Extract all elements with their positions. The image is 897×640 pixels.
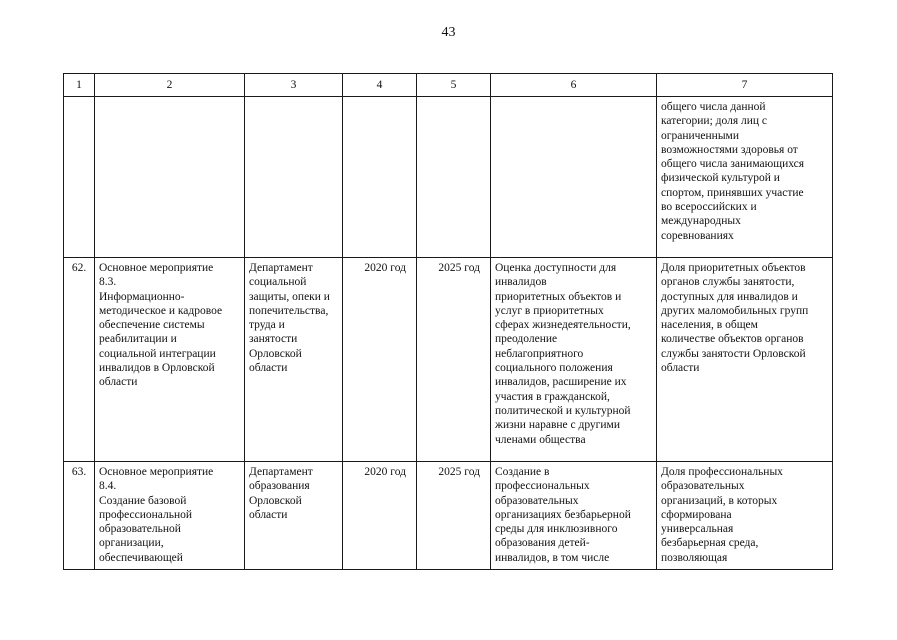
- event-text: Основное мероприятие 8.4. Создание базовой профессиональной образовательной организации, обеспечивающей: [99, 466, 214, 564]
- table-cell: [64, 97, 95, 258]
- table-cell: [95, 97, 245, 258]
- table-row: [64, 258, 833, 462]
- column-header-3: 3: [245, 74, 343, 97]
- result-cell: [491, 258, 657, 462]
- indicator-text: Доля приоритетных объектов органов службы занятости, доступных для инвалидов и других маломобильных групп населения, в общем количестве объектов органов службы занятости Орловской области: [661, 262, 809, 375]
- event-text: Основное мероприятие 8.3. Информационно- методическое и кадровое обеспечение системы реабилитации и социальной интеграции инвалидов в Орловской области: [99, 262, 223, 389]
- end-year: 2025 год: [417, 462, 491, 570]
- table-cell: [343, 97, 417, 258]
- table-cell: [417, 97, 491, 258]
- indicator-cell: [657, 258, 833, 462]
- indicator-text: Доля профессиональных образовательных организаций, в которых сформирована универсальная безбарьерная среда, позволяющая: [661, 466, 783, 564]
- table-cell: [491, 97, 657, 258]
- column-header-4: 4: [343, 74, 417, 97]
- executor-text: Департамент образования Орловской области: [249, 466, 313, 521]
- table-cell: [245, 97, 343, 258]
- column-header-5: 5: [417, 74, 491, 97]
- event-cell: [95, 462, 245, 570]
- page-number: 43: [441, 25, 456, 40]
- column-header-1: 1: [64, 74, 95, 97]
- indicator-cell: [657, 97, 833, 258]
- start-year: 2020 год: [343, 462, 417, 570]
- result-text: Создание в профессиональных образовательных организациях безбарьерной среды для инклюзивного образования детей- инвалидов, в том числе: [495, 466, 631, 564]
- indicator-cell: [657, 462, 833, 570]
- executor-text: Департамент социальной защиты, опеки и попечительства, труда и занятости Орловской области: [249, 262, 330, 375]
- table-row-continuation: [64, 97, 833, 258]
- column-header-2: 2: [95, 74, 245, 97]
- executor-cell: [245, 462, 343, 570]
- result-cell: [491, 462, 657, 570]
- column-header-7: 7: [657, 74, 833, 97]
- result-text: Оценка доступности для инвалидов приоритетных объектов и услуг в приоритетных сферах жизнедеятельности, преодоление неблагоприятного социального положения инвалидов, расширение их участия в гражданской, политической и культурной жизни наравне с другими членами общества: [495, 262, 631, 446]
- start-year: 2020 год: [343, 258, 417, 462]
- row-number: 63.: [64, 462, 95, 570]
- header-row: [64, 74, 833, 97]
- table-row: [64, 462, 833, 570]
- program-table: [63, 73, 833, 570]
- indicator-text: общего числа данной категории; доля лиц с ограниченными возможностями здоровья от общего числа занимающихся физической культурой и спортом, принявших участие во всероссийских и международных соревнованиях: [661, 101, 805, 242]
- end-year: 2025 год: [417, 258, 491, 462]
- row-number: 62.: [64, 258, 95, 462]
- event-cell: [95, 258, 245, 462]
- column-header-6: 6: [491, 74, 657, 97]
- executor-cell: [245, 258, 343, 462]
